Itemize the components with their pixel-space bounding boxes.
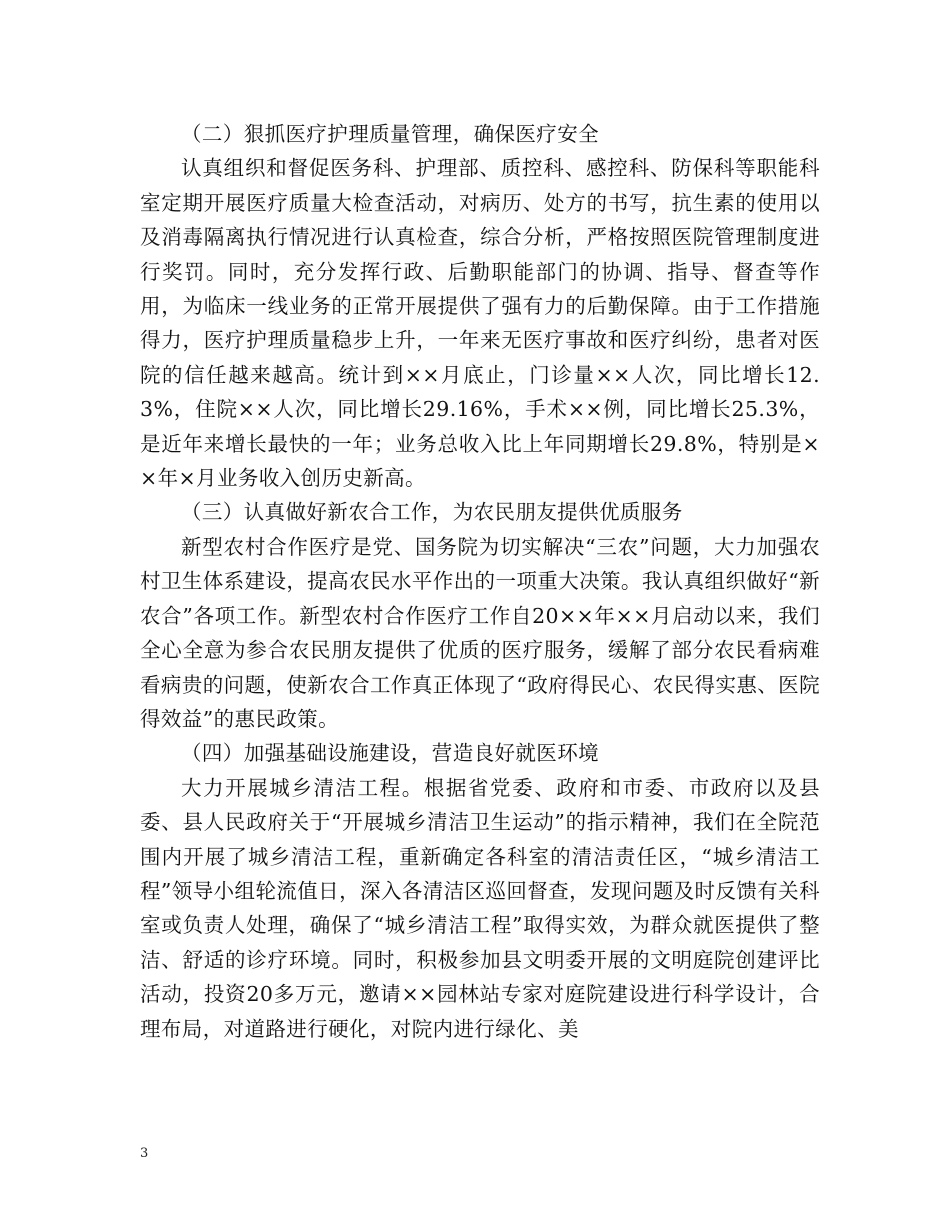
page-number: 3 bbox=[140, 1146, 149, 1161]
section-heading-3: （三）认真做好新农合工作，为农民朋友提供优质服务 bbox=[181, 500, 683, 525]
section-paragraph-4-1: 大力开展城乡清洁工程。根据省党委、政府和市委、市政府以及县委、县人民政府关于“开展城乡清洁卫生运动”的指示精神，我们在全院范围内开展了城乡清洁工程，重新确定各科室的清洁责任区，“城乡清洁工程”领导小组轮流值日，深入各清洁区巡回督查，发现问题及时反馈有关科室或负责人处理，确保了“城乡清洁工程”取得实效，为群众就医提供了整洁、舒适的诊疗环境。同时，积极参加县文明委开展的文明庭院创建评比活动，投资20多万元，邀请××园林站专家对庭院建设进行科学设计，合理布局，对道路进行硬化，对院内进行绿化、美 bbox=[140, 775, 820, 1041]
section-paragraph-3-1: 新型农村合作医疗是党、国务院为切实解决“三农”问题，大力加强农村卫生体系建设，提高农民水平作出的一项重大决策。我认真组织做好“新农合”各项工作。新型农村合作医疗工作自20××年××月启动以来，我们全心全意为参合农民朋友提供了优质的医疗服务，缓解了部分农民看病难看病贵的问题，使新农合工作真正体现了“政府得民心、农民得实惠、医院得效益”的惠民政策。 bbox=[140, 534, 820, 731]
section-heading-4: （四）加强基础设施建设，营造良好就医环境 bbox=[181, 741, 599, 766]
section-heading-2: （二）狠抓医疗护理质量管理，确保医疗安全 bbox=[181, 122, 599, 146]
section-paragraph-2-1: 认真组织和督促医务科、护理部、质控科、感控科、防保科等职能科室定期开展医疗质量大检查活动，对病历、处方的书写，抗生素的使用以及消毒隔离执行情况进行认真检查，综合分析，严格按照医院管理制度进行奖罚。同时，充分发挥行政、后勤职能部门的协调、指导、督查等作用，为临床一线业务的正常开展提供了强有力的后勤保障。由于工作措施得力，医疗护理质量稳步上升，一年来无医疗事故和医疗纠纷，患者对医院的信任越来越高。统计到××月底止，门诊量××人次，同比增长12.3%，住院××人次，同比增长29.16%，手术××例，同比增长25.3%，是近年来增长最快的一年；业务总收入比上年同期增长29.8%，特别是××年×月业务收入创历史新高。 bbox=[140, 156, 820, 491]
document-body bbox=[140, 117, 820, 1046]
